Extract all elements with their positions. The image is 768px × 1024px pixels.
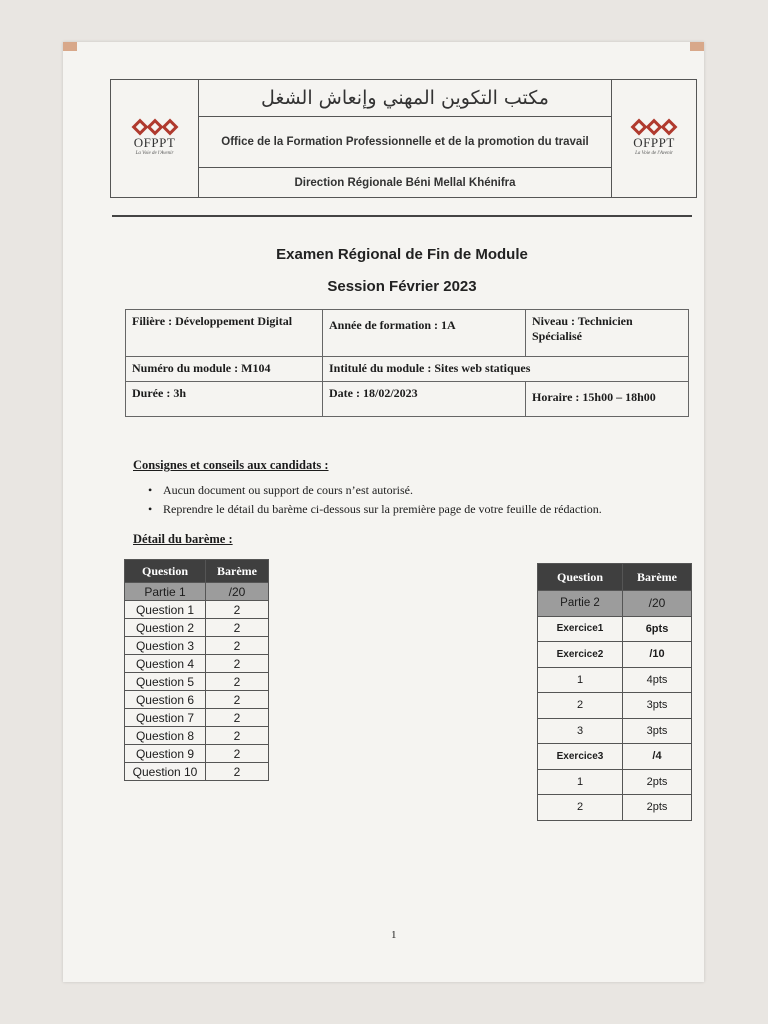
question-cell: Question 6: [125, 691, 206, 709]
horaire: Horaire : 15h00 – 18h00: [526, 382, 689, 417]
points-cell: /4: [623, 744, 692, 770]
grading-table-part1: [124, 559, 269, 781]
part-total: /20: [206, 583, 269, 601]
exercise-cell: Exercice3: [538, 744, 623, 770]
points-cell: 3pts: [623, 693, 692, 719]
duree: Durée : 3h: [126, 382, 323, 417]
question-cell: Question 3: [125, 637, 206, 655]
paper-edge-mark: [690, 42, 704, 51]
header-divider: [112, 215, 692, 217]
question-cell: Question 8: [125, 727, 206, 745]
arabic-title: مكتب التكوين المهني وإنعاش الشغل: [199, 80, 611, 117]
ofppt-logo-icon: [133, 121, 177, 133]
subquestion-cell: 1: [538, 667, 623, 693]
regional-direction: Direction Régionale Béni Mellal Khénifra: [294, 176, 516, 189]
instruction-item: • Aucun document ou support de cours n’est autorisé.: [148, 483, 602, 502]
part-total: /20: [623, 591, 692, 617]
points-cell: 2: [206, 655, 269, 673]
subquestion-cell: 3: [538, 718, 623, 744]
question-cell: Question 5: [125, 673, 206, 691]
session-title: Session Février 2023: [327, 278, 477, 295]
points-cell: 4pts: [623, 667, 692, 693]
numero-module: Numéro du module : M104: [126, 357, 323, 382]
column-header: Question: [125, 560, 206, 583]
exercise-cell: Exercice2: [538, 642, 623, 668]
annee-formation: Année de formation : 1A: [323, 310, 526, 357]
subquestion-cell: 2: [538, 795, 623, 821]
points-cell: 2: [206, 745, 269, 763]
grading-heading: Détail du barème :: [133, 532, 233, 546]
question-cell: Question 10: [125, 763, 206, 781]
points-cell: 2: [206, 637, 269, 655]
points-cell: 2: [206, 619, 269, 637]
intitule-module: Intitulé du module : Sites web statiques: [323, 357, 689, 382]
instructions-list: [148, 483, 602, 521]
column-header: Barème: [623, 564, 692, 591]
points-cell: 2pts: [623, 795, 692, 821]
paper-edge-mark: [63, 42, 77, 51]
ofppt-logo-right: OFPPT La Voie de l'Avenir: [611, 80, 696, 197]
points-cell: 2: [206, 709, 269, 727]
date: Date : 18/02/2023: [323, 382, 526, 417]
exam-info-grid: [125, 309, 689, 417]
points-cell: 2: [206, 727, 269, 745]
question-cell: Question 1: [125, 601, 206, 619]
part-label: Partie 1: [125, 583, 206, 601]
instructions-heading: Consignes et conseils aux candidats :: [133, 458, 329, 472]
points-cell: /10: [623, 642, 692, 668]
grading-table-part2: [537, 563, 692, 821]
institution-header: [110, 79, 697, 198]
office-name: Office de la Formation Professionnelle et de la promotion du travail: [199, 117, 611, 168]
column-header: Question: [538, 564, 623, 591]
page-number: 1: [391, 929, 397, 941]
question-cell: Question 2: [125, 619, 206, 637]
points-cell: 2: [206, 691, 269, 709]
points-cell: 2: [206, 601, 269, 619]
points-cell: 3pts: [623, 718, 692, 744]
column-header: Barème: [206, 560, 269, 583]
points-cell: 2: [206, 673, 269, 691]
part-label: Partie 2: [538, 591, 623, 617]
question-cell: Question 4: [125, 655, 206, 673]
ofppt-logo-left: OFPPT La Voie de l'Avenir: [111, 80, 199, 197]
ofppt-logo-icon: [632, 121, 676, 133]
points-cell: 2: [206, 763, 269, 781]
points-cell: 2pts: [623, 769, 692, 795]
points-cell: 6pts: [623, 616, 692, 642]
question-cell: Question 9: [125, 745, 206, 763]
question-cell: Question 7: [125, 709, 206, 727]
niveau: Niveau : Technicien Spécialisé: [526, 310, 689, 357]
subquestion-cell: 2: [538, 693, 623, 719]
instruction-item: • Reprendre le détail du barème ci-dessous sur la première page de votre feuille de rédaction.: [148, 502, 602, 521]
filiere: Filière : Développement Digital: [126, 310, 323, 357]
subquestion-cell: 1: [538, 769, 623, 795]
exam-title: Examen Régional de Fin de Module: [276, 246, 528, 263]
exercise-cell: Exercice1: [538, 616, 623, 642]
